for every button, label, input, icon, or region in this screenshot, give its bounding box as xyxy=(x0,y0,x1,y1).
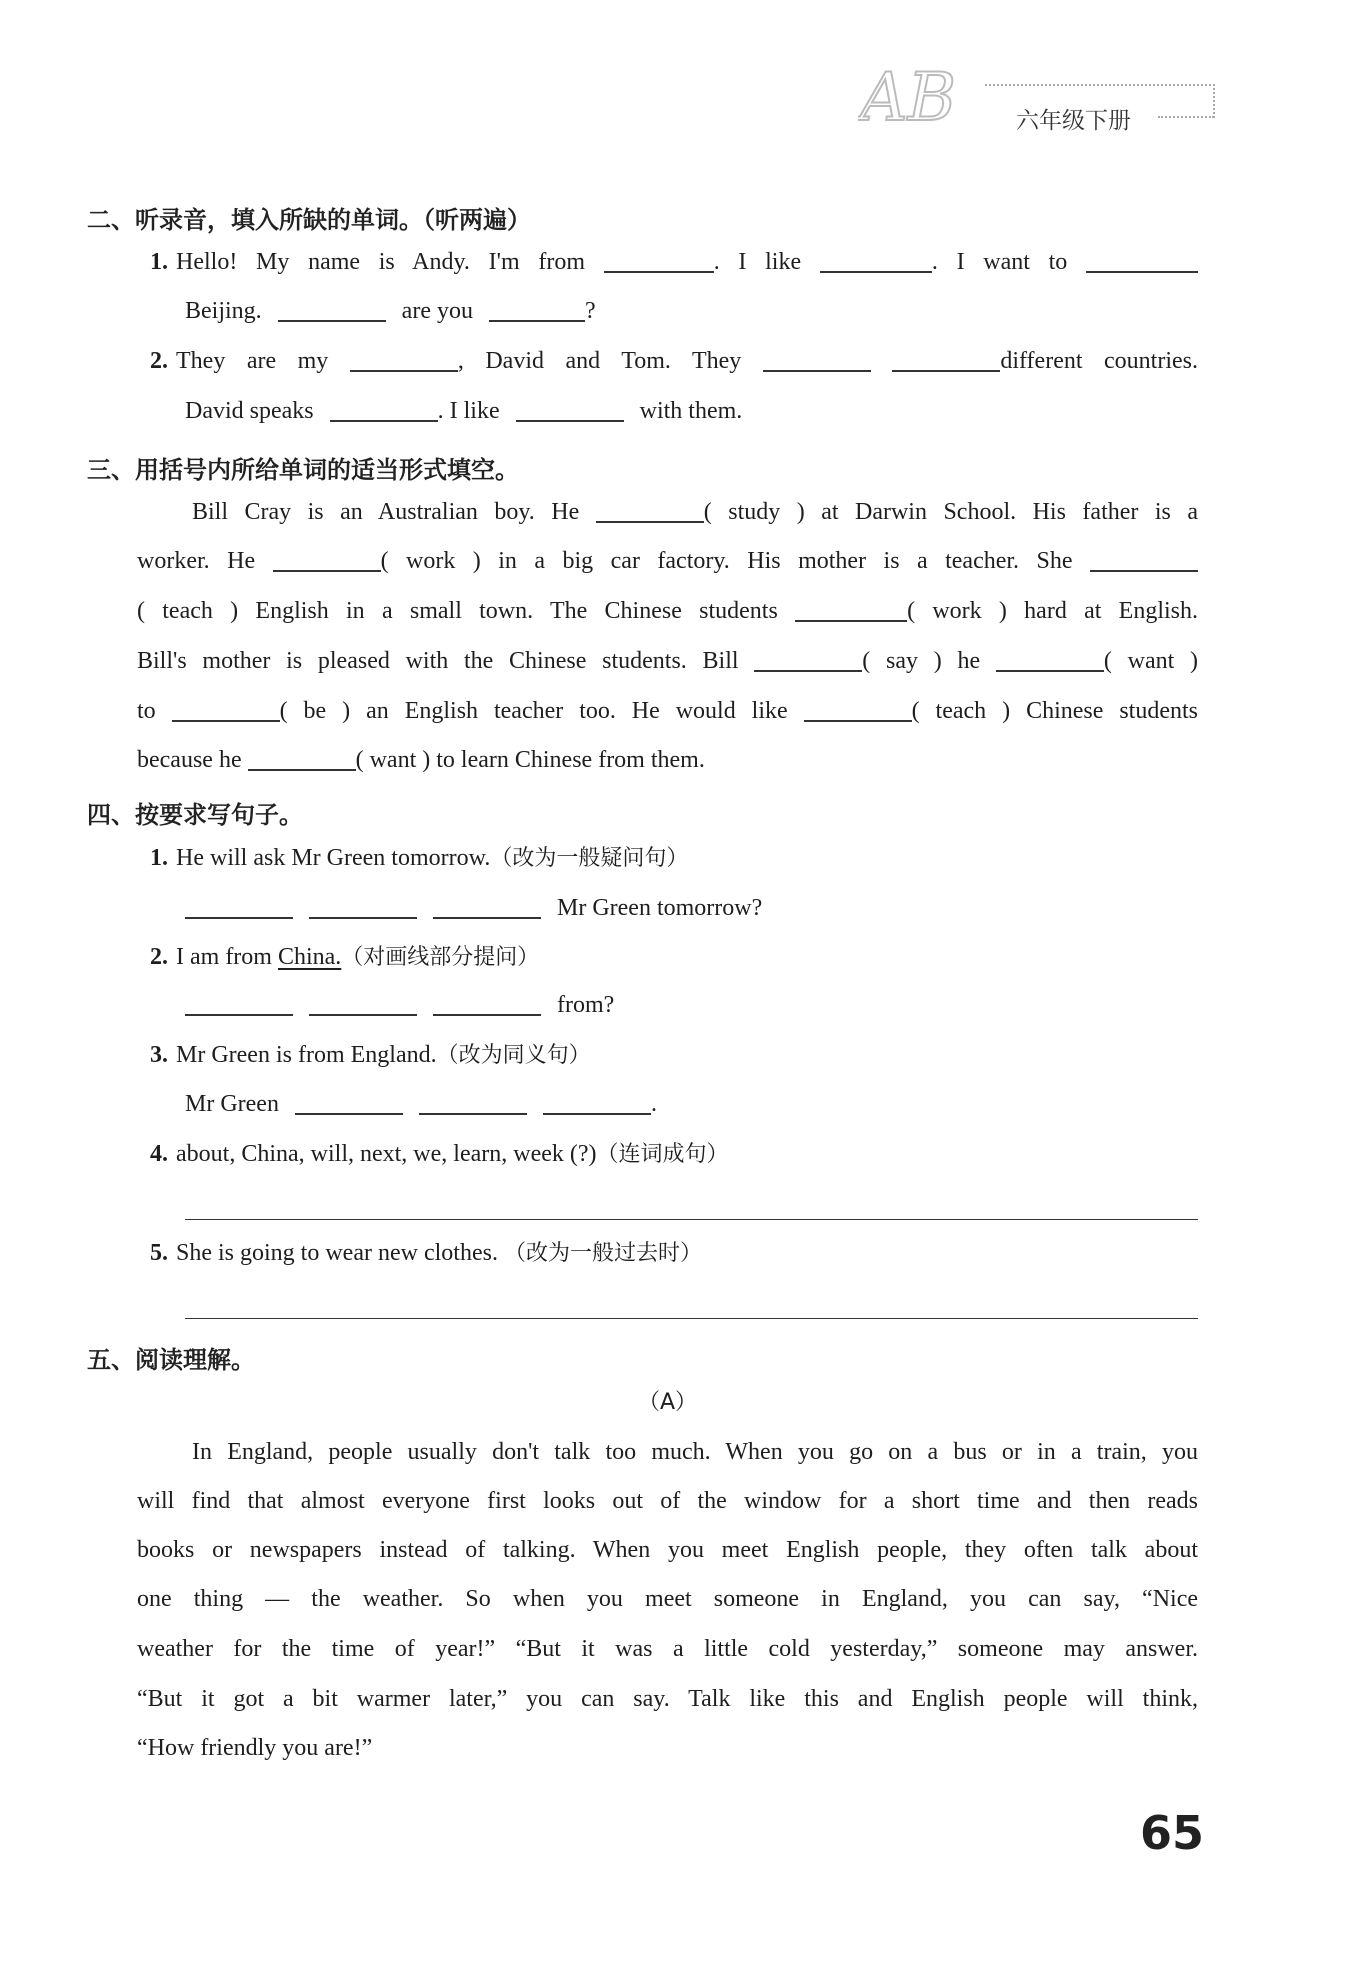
header-dotted-line-bottom xyxy=(1158,116,1214,118)
s4-q2: 2. I am from China.（对画线部分提问） xyxy=(150,944,540,970)
s3-line6: because he ( want ) to learn Chinese from them. xyxy=(137,747,705,773)
s3-line1: Bill Cray is an Australian boy. He ( study ) at Darwin School. His father is a xyxy=(192,499,1198,525)
passage-line: weather for the time of year!” “But it was a little cold yesterday,” someone may answer. xyxy=(137,1636,1198,1662)
section-5-title: 五、阅读理解。 xyxy=(87,1346,255,1374)
s4-q1: 1. He will ask Mr Green tomorrow.（改为一般疑问句） xyxy=(150,845,689,871)
answer-blank[interactable] xyxy=(1090,570,1198,572)
header-dotted-line-side xyxy=(1213,84,1215,118)
answer-blank[interactable] xyxy=(996,670,1104,672)
passage-line: “But it got a bit warmer later,” you can say. Talk like this and English people will think, xyxy=(137,1686,1198,1712)
s2-q2-line2: David speaks . I like with them. xyxy=(185,398,743,424)
answer-blank[interactable] xyxy=(804,720,912,722)
grade-label: 六年级下册 xyxy=(1016,108,1131,134)
answer-blank[interactable] xyxy=(820,271,932,273)
answer-blank[interactable] xyxy=(543,1113,651,1115)
answer-blank[interactable] xyxy=(172,720,280,722)
s4-q4: 4. about, China, will, next, we, learn, week (?)（连词成句） xyxy=(150,1141,729,1167)
section-4-title: 四、按要求写句子。 xyxy=(87,801,303,829)
answer-line[interactable] xyxy=(185,1219,1198,1220)
s2-q1-line2: Beijing. are you ? xyxy=(185,298,596,324)
s4-q2-answer: from? xyxy=(185,990,614,1020)
question-number: 4. xyxy=(150,1141,168,1167)
answer-blank[interactable] xyxy=(754,670,862,672)
answer-blank[interactable] xyxy=(295,1113,403,1115)
question-number: 1. xyxy=(150,845,168,871)
answer-blank[interactable] xyxy=(763,370,871,372)
passage-line: one thing — the weather. So when you meet someone in England, you can say, “Nice xyxy=(137,1586,1198,1612)
question-number: 2. xyxy=(150,348,168,374)
answer-blank[interactable] xyxy=(795,620,907,622)
header-dotted-line xyxy=(985,84,1215,86)
s3-line5: to ( be ) an English teacher too. He would like ( teach ) Chinese students xyxy=(137,698,1199,724)
answer-blank[interactable] xyxy=(309,917,417,919)
answer-blank[interactable] xyxy=(185,1014,293,1016)
s2-q2-line1: 2. They are my , David and Tom. They different countries. xyxy=(150,348,1198,374)
answer-blank[interactable] xyxy=(892,370,1000,372)
logo-letter-a: AB xyxy=(860,59,957,136)
s4-q1-answer: Mr Green tomorrow? xyxy=(185,893,762,923)
answer-blank[interactable] xyxy=(330,420,438,422)
passage-line: In England, people usually don't talk too much. When you go on a bus or in a train, you xyxy=(192,1439,1198,1465)
passage-line: “How friendly you are!” xyxy=(137,1735,373,1761)
answer-blank[interactable] xyxy=(419,1113,527,1115)
question-number: 2. xyxy=(150,944,168,970)
underlined-word: China. xyxy=(277,944,342,970)
answer-blank[interactable] xyxy=(433,1014,541,1016)
section-3-title: 三、用括号内所给单词的适当形式填空。 xyxy=(87,456,519,484)
answer-blank[interactable] xyxy=(1086,271,1198,273)
section-2-title: 二、听录音，填入所缺的单词。（听两遍） xyxy=(87,206,531,234)
answer-blank[interactable] xyxy=(516,420,624,422)
s3-line4: Bill's mother is pleased with the Chinese students. Bill ( say ) he ( want ) xyxy=(137,648,1199,674)
answer-blank[interactable] xyxy=(273,570,381,572)
answer-blank[interactable] xyxy=(278,320,386,322)
s3-line2: worker. He ( work ) in a big car factory. His mother is a teacher. She xyxy=(137,546,1198,576)
answer-blank[interactable] xyxy=(185,917,293,919)
page-number: 65 xyxy=(1140,1806,1205,1860)
passage-line: books or newspapers instead of talking. When you meet English people, they often talk about xyxy=(137,1537,1198,1563)
answer-blank[interactable] xyxy=(248,769,356,771)
question-number: 5. xyxy=(150,1240,168,1266)
s4-q3-answer: Mr Green . xyxy=(185,1091,657,1117)
s4-q3: 3. Mr Green is from England.（改为同义句） xyxy=(150,1042,591,1068)
s2-q1-line1: 1. Hello! My name is Andy. I'm from . I like . I want to xyxy=(150,247,1198,277)
question-number: 1. xyxy=(150,249,168,275)
answer-blank[interactable] xyxy=(596,521,704,523)
answer-blank[interactable] xyxy=(309,1014,417,1016)
passage-line: will find that almost everyone first looks out of the window for a short time and then reads xyxy=(137,1488,1198,1514)
answer-blank[interactable] xyxy=(433,917,541,919)
question-number: 3. xyxy=(150,1042,168,1068)
answer-blank[interactable] xyxy=(604,271,714,273)
s3-line3: ( teach ) English in a small town. The Chinese students ( work ) hard at English. xyxy=(137,598,1198,624)
s4-q5: 5. She is going to wear new clothes. （改为一般过去时） xyxy=(150,1240,702,1266)
answer-blank[interactable] xyxy=(489,320,585,322)
ab-logo xyxy=(858,58,988,138)
answer-line[interactable] xyxy=(185,1318,1198,1319)
passage-label: （A） xyxy=(638,1390,698,1415)
answer-blank[interactable] xyxy=(350,370,458,372)
